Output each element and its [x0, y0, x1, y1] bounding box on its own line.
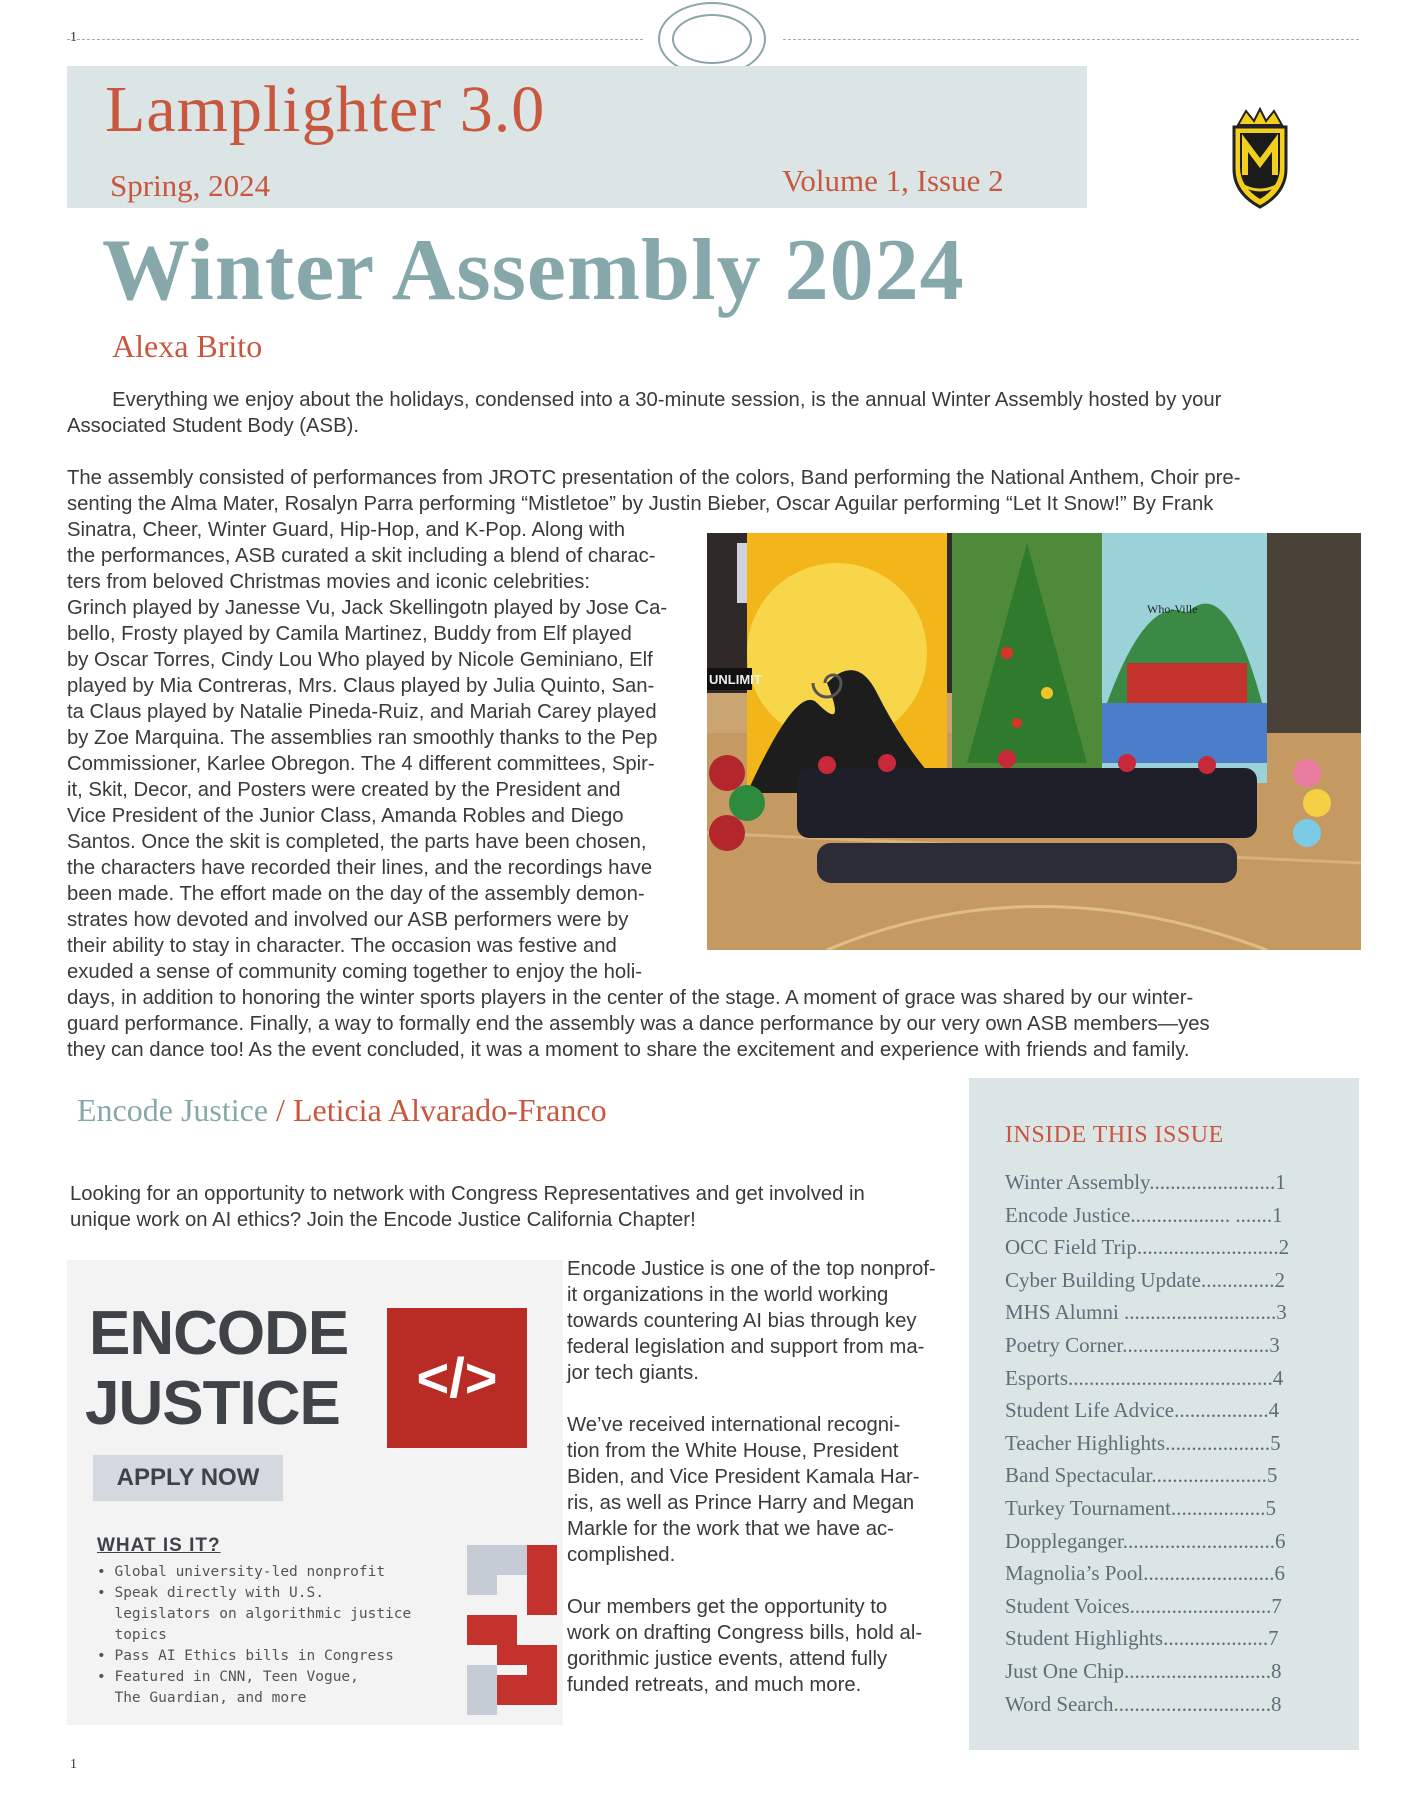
list-item: • Pass AI Ethics bills in Congress — [97, 1648, 394, 1664]
encode-justice-ad — [67, 1260, 563, 1725]
encode-section-title — [77, 1092, 607, 1129]
mural-text: Who-Ville — [1147, 602, 1198, 616]
code-symbol: </> — [416, 1346, 498, 1409]
toc-item[interactable]: Doppleganger.............................6 — [1005, 1528, 1286, 1553]
lead-paragraph-bottom — [67, 985, 1210, 1063]
ad-what-heading: WHAT IS IT? — [97, 1535, 221, 1556]
text-line: federal legislation and support from ma- — [567, 1336, 925, 1358]
text-line: ters from beloved Christmas movies and iconic celebrities: — [67, 571, 591, 593]
list-item: The Guardian, and more — [97, 1690, 307, 1706]
text-line: We’ve received international recogni- — [567, 1414, 901, 1436]
title-separator: / — [268, 1092, 293, 1128]
toc-item[interactable]: Winter Assembly........................1 — [1005, 1170, 1286, 1194]
ad-word-justice: JUSTICE — [85, 1369, 340, 1438]
toc-item[interactable]: Esports.......................................4 — [1005, 1365, 1284, 1390]
text-line: they can dance too! As the event concluded, it was a moment to share the excitement and experience with friends and family. — [67, 1039, 1190, 1061]
text-line: Vice President of the Junior Class, Amanda Robles and Diego — [67, 805, 624, 827]
text-line: senting the Alma Mater, Rosalyn Parra performing “Mistletoe” by Justin Bieber, Oscar Aguilar performing “Let It Snow!” By Frank — [67, 493, 1214, 515]
encode-logo-mark — [457, 1535, 563, 1725]
list-item: • Speak directly with U.S. — [97, 1585, 324, 1601]
text-line: Everything we enjoy about the holidays, condensed into a 30-minute session, is the annual Winter Assembly hosted by your — [67, 389, 1222, 411]
text-line: Commissioner, Karlee Obregon. The 4 different committees, Spir- — [67, 753, 655, 775]
toc-item[interactable]: Teacher Highlights....................5 — [1005, 1430, 1281, 1455]
banner-text: UNLIMIT — [709, 672, 762, 687]
toc-item[interactable]: Poetry Corner............................3 — [1005, 1332, 1280, 1357]
toc-item[interactable]: Cyber Building Update..............2 — [1005, 1267, 1285, 1292]
encode-intro — [70, 1181, 865, 1233]
ad-bullet-list — [97, 1562, 411, 1709]
text-line: tion from the White House, President — [567, 1440, 899, 1462]
photo-illustration — [707, 533, 1361, 950]
toc-item[interactable]: Just One Chip............................8 — [1005, 1658, 1282, 1683]
ad-word-encode: ENCODE — [89, 1299, 349, 1368]
list-item: • Featured in CNN, Teen Vogue, — [97, 1669, 359, 1685]
text-line: gorithmic justice events, attend fully — [567, 1648, 888, 1670]
header-rule-right — [783, 39, 1359, 40]
page-number-bottom: 1 — [70, 1757, 77, 1772]
toc-item[interactable]: Turkey Tournament..................5 — [1005, 1495, 1276, 1520]
section-name: Encode Justice — [77, 1092, 269, 1128]
text-line: complished. — [567, 1544, 676, 1566]
text-line: by Zoe Marquina. The assemblies ran smoothly thanks to the Pep — [67, 727, 658, 749]
text-line: ris, as well as Prince Harry and Megan — [567, 1492, 915, 1514]
toc-item[interactable]: Magnolia’s Pool.........................6 — [1005, 1561, 1286, 1586]
text-line: ta Claus played by Natalie Pineda-Ruiz, and Mariah Carey played — [67, 701, 657, 723]
text-line: Associated Student Body (ASB). — [67, 415, 359, 437]
text-line: Our members get the opportunity to — [567, 1596, 888, 1618]
newsletter-title: Lamplighter 3.0 — [105, 73, 546, 146]
text-line: the characters have recorded their lines, and the recordings have — [67, 857, 653, 879]
toc-list — [1005, 1166, 1289, 1720]
school-crest-logo — [1228, 107, 1292, 211]
text-line: exuded a sense of community coming together to enjoy the holi- — [67, 961, 642, 983]
text-line: unique work on AI ethics? Join the Encode Justice California Chapter! — [70, 1209, 696, 1231]
page-number-top: 1 — [70, 30, 77, 45]
toc-item[interactable]: OCC Field Trip...........................2 — [1005, 1235, 1290, 1260]
text-line: Grinch played by Janesse Vu, Jack Skellingotn played by Jose Ca- — [67, 597, 668, 619]
list-item: • Global university-led nonprofit — [97, 1564, 386, 1580]
code-icon — [387, 1308, 527, 1448]
text-line: Looking for an opportunity to network with Congress Representatives and get involved in — [70, 1183, 865, 1205]
issue-volume: Volume 1, Issue 2 — [782, 163, 1004, 198]
text-line: funded retreats, and much more. — [567, 1674, 862, 1696]
text-line: bello, Frosty played by Camila Martinez, Buddy from Elf played — [67, 623, 632, 645]
toc-title: INSIDE THIS ISSUE — [1005, 1122, 1224, 1148]
list-item: legislators on algorithmic justice — [97, 1606, 412, 1622]
text-line: jor tech giants. — [567, 1362, 699, 1384]
text-line: been made. The effort made on the day of the assembly demon- — [67, 883, 645, 905]
text-line: The assembly consisted of performances from JROTC presentation of the colors, Band performing the National Anthem, Choir pre- — [67, 467, 1241, 489]
text-line: strates how devoted and involved our ASB performers were by — [67, 909, 629, 931]
toc-item[interactable]: Student Voices...........................7 — [1005, 1593, 1282, 1618]
lead-byline: Alexa Brito — [112, 328, 263, 364]
text-line: the performances, ASB curated a skit including a blend of charac- — [67, 545, 656, 567]
text-line: Biden, and Vice President Kamala Har- — [567, 1466, 920, 1488]
toc-item[interactable]: Student Life Advice..................4 — [1005, 1398, 1280, 1423]
toc-item[interactable]: Encode Justice................... .......1 — [1005, 1202, 1283, 1227]
text-line: Encode Justice is one of the top nonprof- — [567, 1258, 936, 1280]
lead-headline: Winter Assembly 2024 — [102, 222, 965, 319]
text-line: towards countering AI bias through key — [567, 1310, 917, 1332]
text-line: Sinatra, Cheer, Winter Guard, Hip-Hop, and K-Pop. Along with — [67, 519, 626, 541]
text-line: it, Skit, Decor, and Posters were created by the President and — [67, 779, 621, 801]
apply-now-button[interactable] — [93, 1455, 283, 1501]
inside-this-issue-panel — [969, 1078, 1359, 1750]
header-rule-left — [67, 39, 643, 40]
text-line: by Oscar Torres, Cindy Lou Who played by Nicole Geminiano, Elf — [67, 649, 653, 671]
toc-item[interactable]: Band Spectacular......................5 — [1005, 1463, 1278, 1488]
toc-item[interactable]: Word Search..............................8 — [1005, 1691, 1282, 1716]
lead-intro — [67, 387, 1221, 439]
text-line: guard performance. Finally, a way to formally end the assembly was a dance performance by our very own ASB members—yes — [67, 1013, 1210, 1035]
list-item: topics — [97, 1627, 167, 1643]
text-line: it organizations in the world working — [567, 1284, 889, 1306]
lead-paragraph-wrap — [67, 517, 667, 985]
text-line — [567, 1386, 936, 1412]
text-line: Markle for the work that we have ac- — [567, 1518, 894, 1540]
encode-column — [567, 1256, 936, 1698]
text-line: their ability to stay in character. The occasion was festive and — [67, 935, 617, 957]
section-author: Leticia Alvarado-Franco — [292, 1092, 607, 1128]
header-ornament — [658, 2, 766, 76]
text-line — [567, 1568, 936, 1594]
toc-item[interactable]: Student Highlights....................7 — [1005, 1626, 1279, 1651]
text-line: days, in addition to honoring the winter sports players in the center of the stage. A moment of grace was shared by our winter- — [67, 987, 1194, 1009]
lead-paragraph-top — [67, 465, 1240, 517]
text-line: Santos. Once the skit is completed, the parts have been chosen, — [67, 831, 647, 853]
text-line: work on drafting Congress bills, hold al- — [567, 1622, 923, 1644]
text-line: played by Mia Contreras, Mrs. Claus played by Julia Quinto, San- — [67, 675, 655, 697]
assembly-group-photo — [707, 533, 1361, 950]
issue-date: Spring, 2024 — [110, 168, 271, 203]
apply-now-label: APPLY NOW — [116, 1464, 260, 1491]
toc-item[interactable]: MHS Alumni .............................3 — [1005, 1300, 1287, 1325]
